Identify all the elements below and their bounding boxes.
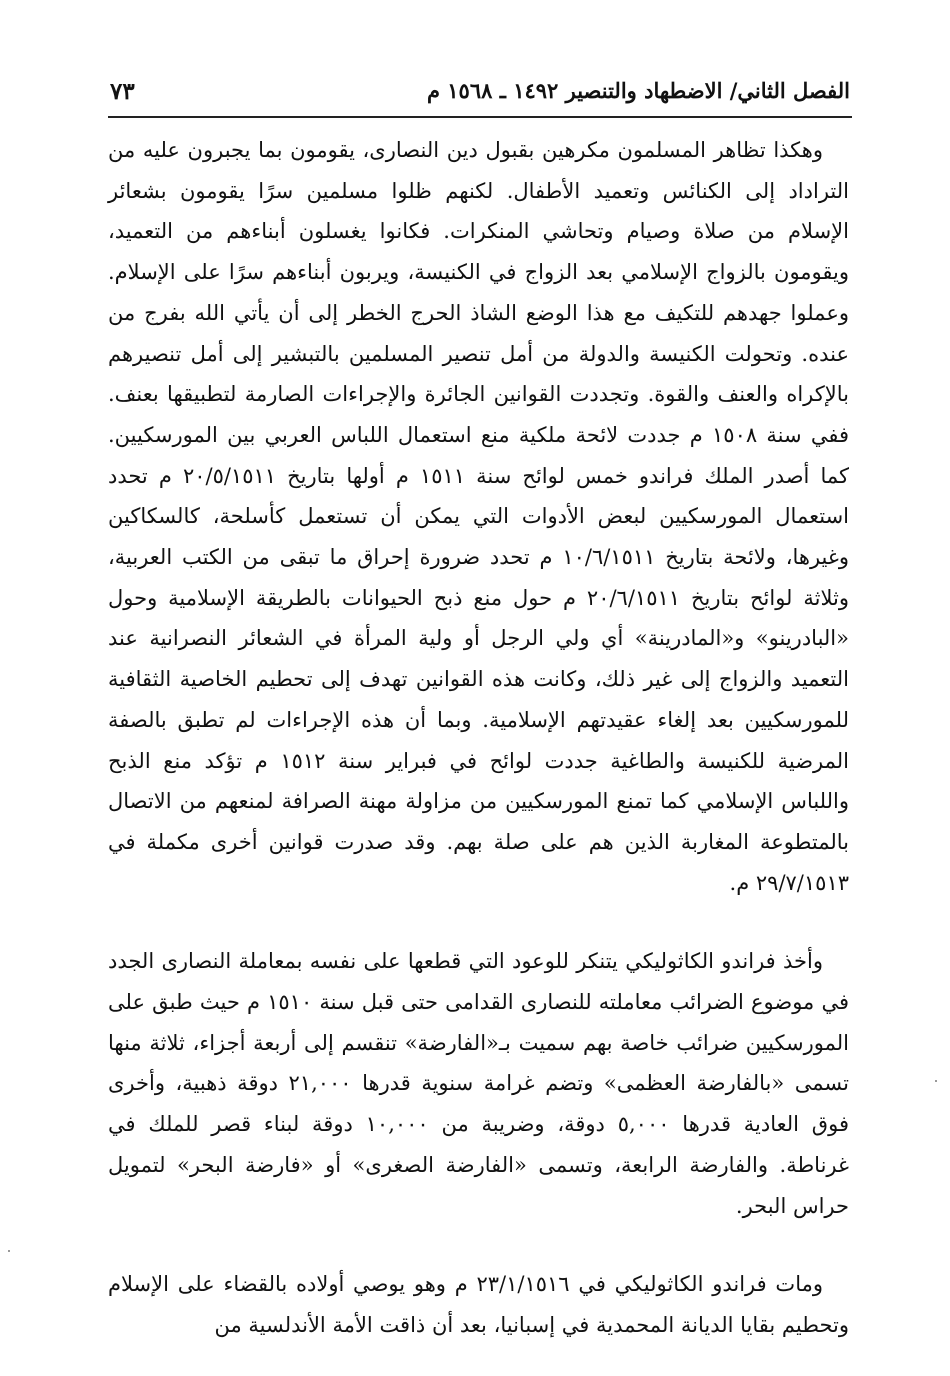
page-number: ٧٣ xyxy=(110,78,135,105)
paragraph-2: وأخذ فراندو الكاثوليكي يتنكر للوعود التي قطعها على نفسه بمعاملة النصارى الجدد في موضوع الضرائب معاملته للنصارى القدامى حتى قبل سنة ١٥١٠ م حيث طبق على المورسكيين ضرائب خاصة بهم سميت بـ«الفارضة» تنقسم إلى أربعة أجزاء، ثلاثة منها تسمى «بالفارضة العظمى» وتضم غرامة سنوية قدرها ٢١,٠٠٠ دوقة ذهبية، وأخرى فوق العادية قدرها ٥,٠٠٠ دوقة، وضريبة من ١٠,٠٠٠ دوقة لبناء قصر للملك في غرناطة. والفارضة الرابعة، وتسمى «الفارضة الصغرى» أو «فارضة البحر» لتمويل حراس البحر. xyxy=(108,949,850,1218)
paragraph-3: ومات فراندو الكاثوليكي في ٢٣/١/١٥١٦ م وهو يوصي أولاده بالقضاء على الإسلام وتحطيم بقايا الديانة المحمدية في إسبانيا، بعد أن ذاقت الأمة الأندلسية من xyxy=(108,1272,849,1337)
header-divider xyxy=(108,116,852,118)
scan-speck xyxy=(935,1080,937,1082)
body-text xyxy=(108,130,849,1346)
running-header xyxy=(110,78,850,112)
chapter-title: الفصل الثاني/ الاضطهاد والتنصير ١٤٩٢ ـ ١٥٦٨ م xyxy=(426,78,850,103)
scan-speck xyxy=(8,1250,10,1252)
paragraph-1: وهكذا تظاهر المسلمون مكرهين بقبول دين النصارى، يقومون بما يجبرون عليه من التراداد إلى الكنائس وتعميد الأطفال. لكنهم ظلوا مسلمين سرًا يقومون بشعائر الإسلام من صلاة وصيام وتحاشي المنكرات. فكانوا يغسلون أبناءهم من التعميد، ويقومون بالزواج الإسلامي بعد الزواج في الكنيسة، ويربون أبناءهم سرًا على الإسلام. وعملوا جهدهم للتكيف مع هذا الوضع الشاذ الحرج الخطر إلى أن يأتي الله بفرج من عنده. وتحولت الكنيسة والدولة من أمل تنصير المسلمين بالتبشير إلى أمل تنصيرهم بالإكراه والعنف والقوة. وتجددت القوانين الجائرة والإجراءات الصارمة لتطبيقها بعنف. ففي سنة ١٥٠٨ م جددت لائحة ملكية منع استعمال اللباس العربي بين المورسكيين. كما أصدر الملك فراندو خمس لوائح سنة ١٥١١ م أولها بتاريخ ٢٠/٥/١٥١١ م تحدد استعمال المورسكيين لبعض الأدوات التي يمكن أن تستعمل كأسلحة، كالسكاكين وغيرها، ولائحة بتاريخ ١٠/٦/١٥١١ م تحدد ضرورة إحراق ما تبقى من الكتب العربية، وثلاثة لوائح بتاريخ ٢٠/٦/١٥١١ م حول منع ذبح الحيوانات بالطريقة الإسلامية وحول «البادرينو» و«المادرينة» أي ولي الرجل أو ولية المرأة في الشعائر النصرانية عند التعميد والزواج إلى غير ذلك، وكانت هذه القوانين تهدف إلى تحطيم الخاصية الثقافية للمورسكيين بعد إلغاء عقيدتهم الإسلامية. وبما أن هذه الإجراءات لم تطبق بالصفة المرضية للكنيسة والطاغية جددت لوائح في فبراير سنة ١٥١٢ م تؤكد منع الذبح واللباس الإسلامي كما تمنع المورسكيين من مزاولة مهنة الصرافة لمنعهم من الاتصال بالمتطوعة المغاربة الذين هم على صلة بهم. وقد صدرت قوانين أخرى مكملة في ٢٩/٧/١٥١٣ م. xyxy=(108,138,849,895)
